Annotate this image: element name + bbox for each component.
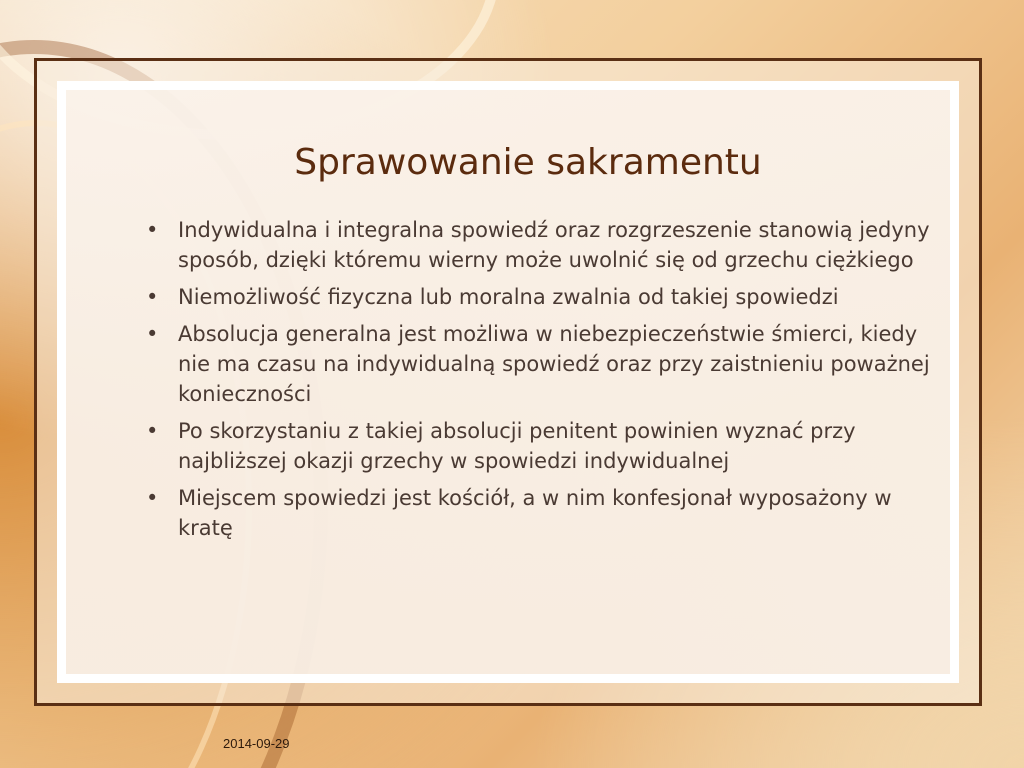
bullet-text: Niemożliwość fizyczna lub moralna zwalnia od takiej spowiedzi	[178, 285, 839, 309]
bullet-item	[140, 319, 930, 409]
bullet-text: Indywidualna i integralna spowiedź oraz rozgrzeszenie stanowią jedyny sposób, dzięki któremu wierny może uwolnić się od grzechu ciężkiego	[178, 218, 930, 272]
bullet-text: Miejscem spowiedzi jest kościół, a w nim konfesjonał wyposażony w kratę	[178, 486, 892, 540]
bullet-list	[140, 215, 930, 550]
bullet-item	[140, 416, 930, 476]
bullet-item	[140, 282, 930, 312]
bullet-point-icon: •	[146, 285, 159, 309]
slide-date: 2014-09-29	[223, 736, 290, 751]
slide-frame	[34, 58, 982, 706]
bullet-item	[140, 215, 930, 275]
bullet-point-icon: •	[146, 218, 159, 242]
bullet-item	[140, 483, 930, 543]
bullet-text: Absolucja generalna jest możliwa w niebezpieczeństwie śmierci, kiedy nie ma czasu na indywidualną spowiedź oraz przy zaistnieniu poważnej konieczności	[178, 322, 930, 406]
bullet-point-icon: •	[146, 486, 159, 510]
slide-title: Sprawowanie sakramentu	[294, 142, 762, 183]
bullet-text: Po skorzystaniu z takiej absolucji penitent powinien wyznać przy najbliższej okazji grzechy w spowiedzi indywidualnej	[178, 419, 856, 473]
slide-content-panel	[57, 81, 959, 683]
bullet-point-icon: •	[146, 322, 159, 346]
bullet-point-icon: •	[146, 419, 159, 443]
